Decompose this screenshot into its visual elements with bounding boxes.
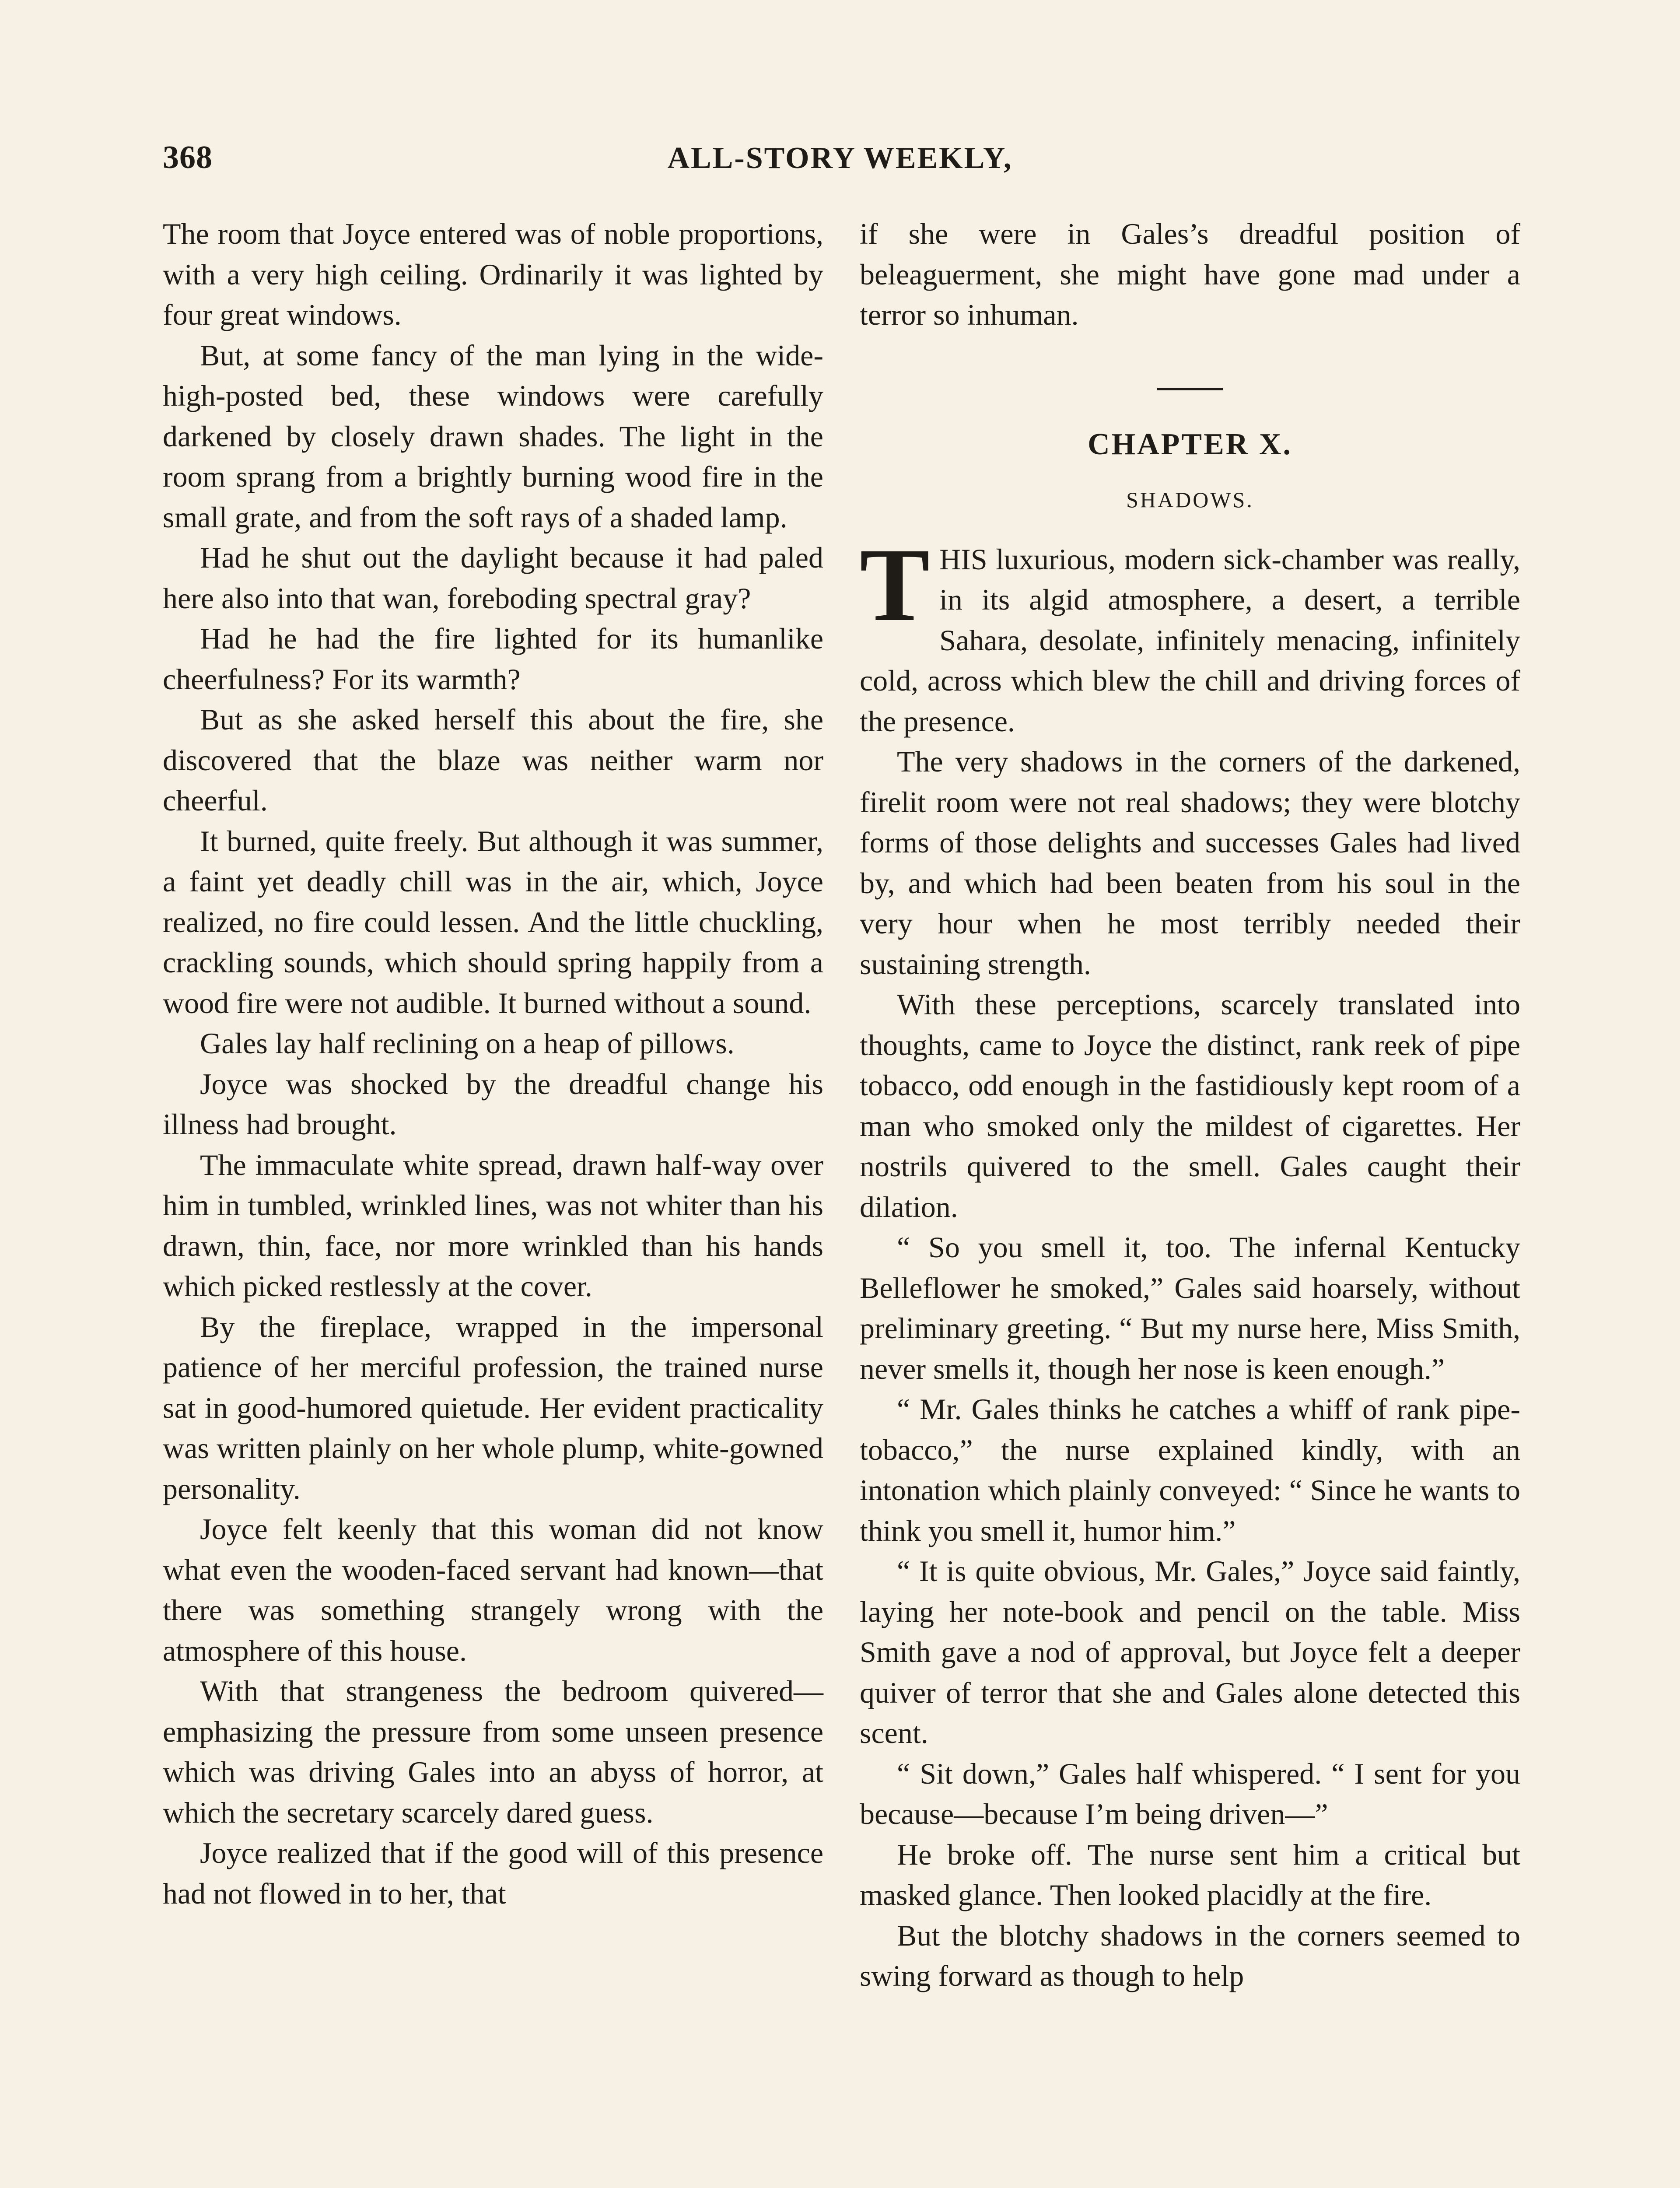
left-column [163,214,823,1914]
paragraph: “ Sit down,” Gales half whispered. “ I sent for you because—because I’m being driven—” [860,1757,1520,1830]
chapter-title: CHAPTER X. [1088,427,1292,461]
continuation-paragraph: if she were in Gales’s dreadful position of beleaguerment, she might have gone mad under a terror so inhuman. [860,217,1520,331]
paragraph: But as she asked herself this about the fire, she discovered that the blaze was neither warm nor cheerful. [163,703,823,817]
page-header [163,139,1517,187]
drop-cap: T [860,526,930,643]
opening-text: HIS luxurious, modern sick-chamber was really, in its algid atmosphere, a desert, a terrible Sahara, desolate, infinitely menacing, infinitely cold, across which blew the chill and driving forces of the presence. [860,542,1520,738]
section-divider [1157,388,1223,390]
running-title: ALL-STORY WEEKLY, [667,141,1013,175]
paragraph: Joyce realized that if the good will of this presence had not flowed in to her, that [163,1836,823,1910]
paragraph: Gales lay half reclining on a heap of pillows. [200,1027,735,1060]
paragraph: But the blotchy shadows in the corners seemed to swing forward as though to help [860,1918,1520,1992]
paragraph: “ It is quite obvious, Mr. Gales,” Joyce said faintly, laying her note-book and pencil on the table. Miss Smith gave a nod of approval, but Joyce felt a deeper quiver of terror that she and Gales alone detected this scent. [860,1554,1520,1750]
paragraph: But, at some fancy of the man lying in the wide-high-posted bed, these windows were carefully darkened by closely drawn shades. The light in the room sprang from a brightly burning wood fire in the small grate, and from the soft rays of a shaded lamp. [163,338,823,534]
paragraph: The very shadows in the corners of the darkened, firelit room were not real shadows; they were blotchy forms of those delights and successes Gales had lived by, and which had been beaten from his soul in the very hour when he most terribly needed their sustaining strength. [860,745,1520,981]
paragraph: “ Mr. Gales thinks he catches a whiff of rank pipe-tobacco,” the nurse explained kindly, with an intonation which plainly conveyed: “ Since he wants to think you smell it, humor him.” [860,1392,1520,1547]
paragraph: Had he had the fire lighted for its humanlike cheerfulness? For its warmth? [163,622,823,696]
paragraph: Had he shut out the daylight because it had paled here also into that wan, foreboding spectral gray? [163,541,823,615]
paragraph: The immaculate white spread, drawn half-way over him in tumbled, wrinkled lines, was not whiter than his drawn, thin, face, nor more wrinkled than his hands which picked restlessly at the cover. [163,1148,823,1303]
paragraph: The room that Joyce entered was of noble proportions, with a very high ceiling. Ordinarily it was lighted by four great windows. [163,217,823,331]
paragraph: Joyce felt keenly that this woman did not know what even the wooden-faced servant had known—that there was something strangely wrong with the atmosphere of this house. [163,1512,823,1667]
paragraph: With that strangeness the bedroom quivered—emphasizing the pressure from some unseen presence which was driving Gales into an abyss of horror, at which the secretary scarcely dared guess. [163,1674,823,1829]
paragraph: With these perceptions, scarcely translated into thoughts, came to Joyce the distinct, rank reek of pipe tobacco, odd enough in the fastidiously kept room of a man who smoked only the mildest of cigarettes. Her nostrils quivered to the smell. Gales caught their dilation. [860,988,1520,1224]
chapter-opening-paragraph [860,526,1520,742]
paragraph: “ So you smell it, too. The infernal Kentucky Belleflower he smoked,” Gales said hoarsely, without preliminary greeting. “ But my nurse here, Miss Smith, never smells it, though her nose is keen enough.” [860,1231,1520,1385]
paragraph: Joyce was shocked by the dreadful change his illness had brought. [163,1067,823,1141]
paragraph: He broke off. The nurse sent him a critical but masked glance. Then looked placidly at the fire. [860,1837,1520,1911]
chapter-subtitle: SHADOWS. [1126,487,1254,512]
right-column [860,214,1520,1996]
paragraph: It burned, quite freely. But although it was summer, a faint yet deadly chill was in the air, which, Joyce realized, no fire could lessen. And the little chuckling, crackling sounds, which should spring happily from a wood fire were not audible. It burned without a sound. [163,824,823,1020]
page-number: 368 [163,140,213,175]
paragraph: By the fireplace, wrapped in the impersonal patience of her merciful profession, the trained nurse sat in good-humored quietude. Her evident practicality was written plainly on her whole plump, white-gowned personality. [163,1310,823,1505]
